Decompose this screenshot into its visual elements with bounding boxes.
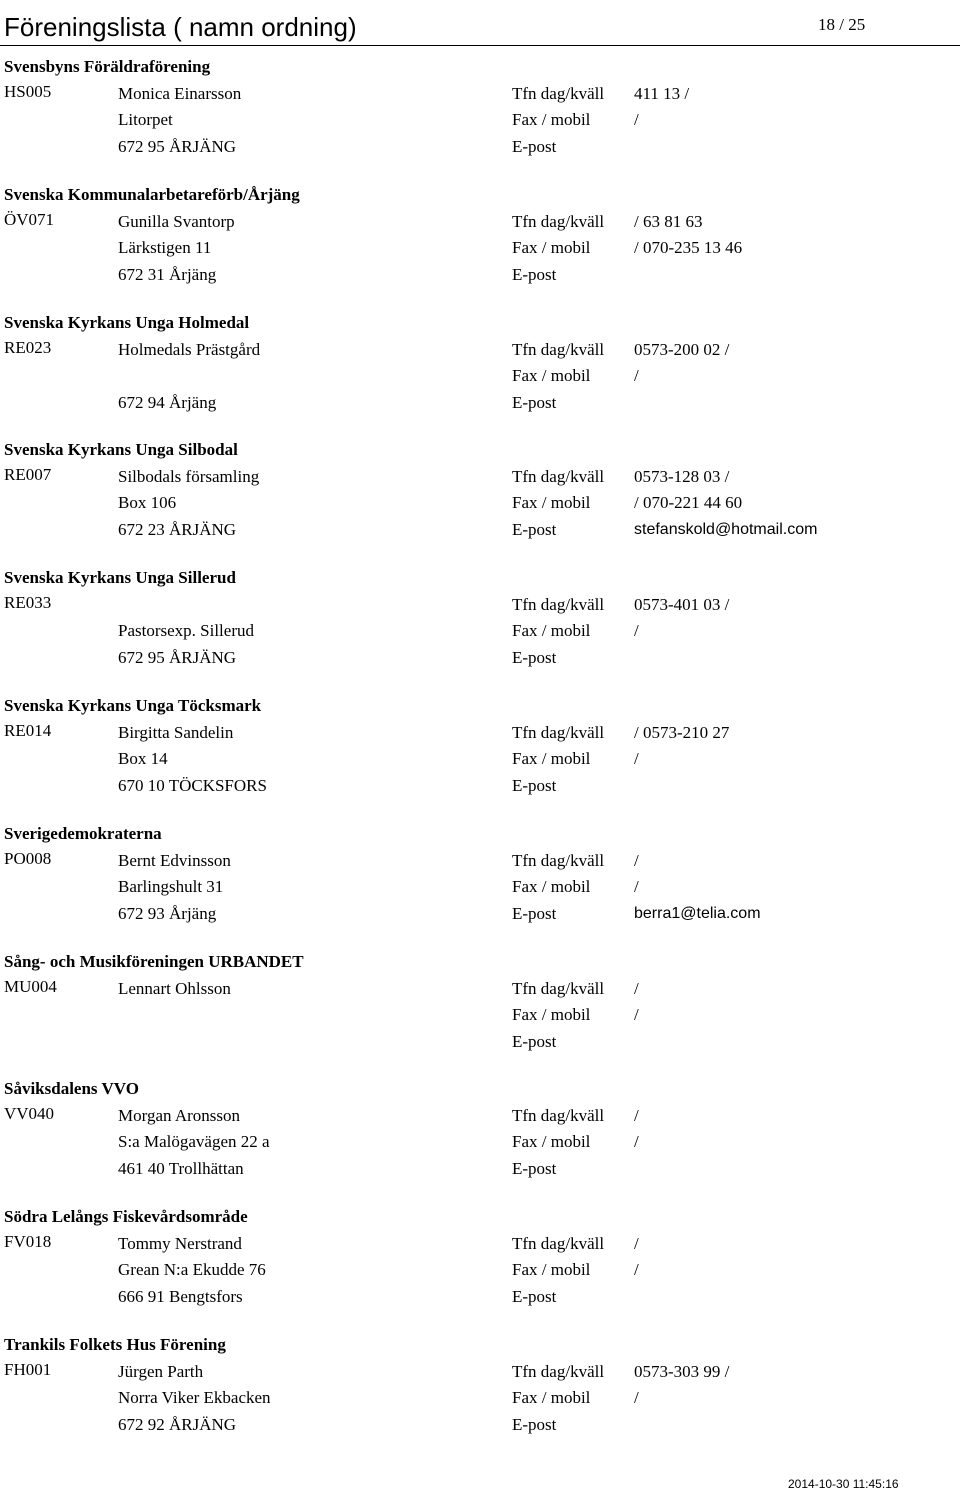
email-label: E-post <box>512 264 557 284</box>
association-code: ÖV071 <box>4 209 55 229</box>
email-label: E-post <box>512 520 557 540</box>
fax-mobile-label: Fax / mobil <box>512 1260 591 1280</box>
phone-value: 0573-200 02 / <box>634 339 730 359</box>
fax-mobile-value: / <box>634 365 639 385</box>
association-name: Såviksdalens VVO <box>4 1079 139 1099</box>
association-code: RE007 <box>4 465 52 485</box>
phone-label: Tfn dag/kväll <box>512 1362 605 1381</box>
address-line-3: 672 95 ÅRJÄNG <box>118 137 237 156</box>
address-line-3: 672 93 Årjäng <box>118 903 217 923</box>
fax-mobile-value: / <box>634 1132 639 1152</box>
association-entry <box>0 823 960 943</box>
fax-mobile-value: / <box>634 110 639 129</box>
fax-mobile-label: Fax / mobil <box>512 1132 591 1152</box>
address-line-2: Box 106 <box>118 493 177 513</box>
email-label: E-post <box>512 648 557 668</box>
association-name: Sverigedemokraterna <box>4 823 162 843</box>
association-name: Svenska Kyrkans Unga Silbodal <box>4 440 238 460</box>
fax-mobile-value: / 070-221 44 60 <box>634 493 743 513</box>
address-line-3: 672 94 Årjäng <box>118 392 217 412</box>
association-name: Svenska Kyrkans Unga Sillerud <box>4 568 236 588</box>
association-code: RE033 <box>4 593 52 613</box>
address-line-3: 672 23 ÅRJÄNG <box>118 520 237 540</box>
email-value: stefanskold@hotmail.com <box>634 521 818 539</box>
association-code: MU004 <box>4 976 57 996</box>
association-entry <box>0 312 960 432</box>
fax-mobile-label: Fax / mobil <box>512 365 591 385</box>
print-timestamp: 2014-10-30 11:45:16 <box>788 1477 899 1491</box>
email-label: E-post <box>512 903 557 923</box>
association-name: Sång- och Musikföreningen URBANDET <box>4 951 304 971</box>
address-line-3: 672 92 ÅRJÄNG <box>118 1415 237 1434</box>
header-divider <box>0 45 960 46</box>
association-entry <box>0 1334 960 1454</box>
address-line-3: 461 40 Trollhättan <box>118 1159 244 1179</box>
address-line-2: Barlingshult 31 <box>118 876 224 896</box>
association-name: Svensbyns Föräldraförening <box>4 57 211 76</box>
fax-mobile-value: / <box>634 1388 639 1407</box>
address-line-1: Lennart Ohlsson <box>118 978 231 998</box>
email-label: E-post <box>512 1159 557 1179</box>
association-entry <box>0 695 960 815</box>
association-entry <box>0 56 960 176</box>
fax-mobile-label: Fax / mobil <box>512 621 591 641</box>
email-label: E-post <box>512 137 557 156</box>
phone-label: Tfn dag/kväll <box>512 467 605 487</box>
phone-value: / <box>634 850 639 870</box>
email-label: E-post <box>512 1287 557 1307</box>
association-name: Svenska Kyrkans Unga Holmedal <box>4 312 250 332</box>
association-name: Södra Lelångs Fiskevårdsområde <box>4 1207 248 1227</box>
association-name: Trankils Folkets Hus Förening <box>4 1335 226 1354</box>
phone-label: Tfn dag/kväll <box>512 850 605 870</box>
phone-value: 411 13 / <box>634 84 690 103</box>
fax-mobile-value: / <box>634 876 639 896</box>
fax-mobile-value: / <box>634 749 639 768</box>
association-code: RE014 <box>4 721 52 740</box>
phone-label: Tfn dag/kväll <box>512 339 605 359</box>
fax-mobile-label: Fax / mobil <box>512 1004 591 1024</box>
address-line-2: S:a Malögavägen 22 a <box>118 1132 270 1152</box>
phone-value: 0573-401 03 / <box>634 595 730 615</box>
phone-value: / <box>634 978 639 998</box>
address-line-2: Norra Viker Ekbacken <box>118 1388 271 1407</box>
address-line-3: 672 95 ÅRJÄNG <box>118 648 237 668</box>
address-line-2: Litorpet <box>118 110 173 129</box>
association-entry <box>0 439 960 559</box>
address-line-2: Grean N:a Ekudde 76 <box>118 1260 266 1280</box>
address-line-3: 666 91 Bengtsfors <box>118 1287 243 1307</box>
association-code: RE023 <box>4 337 52 357</box>
fax-mobile-value: / <box>634 621 639 641</box>
fax-mobile-label: Fax / mobil <box>512 749 591 768</box>
association-entry <box>0 567 960 687</box>
phone-value: / 0573-210 27 <box>634 723 730 742</box>
phone-label: Tfn dag/kväll <box>512 595 605 615</box>
association-entry <box>0 1078 960 1198</box>
address-line-1: Monica Einarsson <box>118 84 242 103</box>
address-line-1: Birgitta Sandelin <box>118 723 234 742</box>
phone-label: Tfn dag/kväll <box>512 723 605 742</box>
address-line-2: Pastorsexp. Sillerud <box>118 621 254 641</box>
association-entry <box>0 1206 960 1326</box>
association-code: HS005 <box>4 82 52 101</box>
phone-label: Tfn dag/kväll <box>512 211 605 231</box>
phone-value: 0573-303 99 / <box>634 1362 730 1381</box>
phone-value: 0573-128 03 / <box>634 467 730 487</box>
phone-label: Tfn dag/kväll <box>512 978 605 998</box>
association-name: Svenska Kommunalarbetareförb/Årjäng <box>4 184 300 204</box>
address-line-2: Lärkstigen 11 <box>118 237 212 257</box>
fax-mobile-label: Fax / mobil <box>512 876 591 896</box>
phone-value: / <box>634 1106 639 1126</box>
fax-mobile-value: / 070-235 13 46 <box>634 237 743 257</box>
phone-label: Tfn dag/kväll <box>512 84 605 103</box>
fax-mobile-label: Fax / mobil <box>512 237 591 257</box>
association-name: Svenska Kyrkans Unga Töcksmark <box>4 696 262 715</box>
phone-label: Tfn dag/kväll <box>512 1106 605 1126</box>
association-code: PO008 <box>4 848 52 868</box>
email-label: E-post <box>512 1031 557 1051</box>
fax-mobile-label: Fax / mobil <box>512 110 591 129</box>
address-line-1: Tommy Nerstrand <box>118 1234 242 1254</box>
address-line-1: Gunilla Svantorp <box>118 211 235 231</box>
email-label: E-post <box>512 392 557 412</box>
email-label: E-post <box>512 776 557 795</box>
page-number: 18 / 25 <box>818 15 866 34</box>
association-code: FV018 <box>4 1232 52 1252</box>
email-label: E-post <box>512 1415 557 1434</box>
fax-mobile-label: Fax / mobil <box>512 493 591 513</box>
email-value: berra1@telia.com <box>634 904 761 922</box>
fax-mobile-value: / <box>634 1004 639 1024</box>
address-line-1: Jürgen Parth <box>118 1362 204 1381</box>
association-code: VV040 <box>4 1104 55 1124</box>
association-entry <box>0 184 960 304</box>
page-title: Föreningslista ( namn ordning) <box>4 12 357 42</box>
phone-value: / <box>634 1234 639 1254</box>
fax-mobile-value: / <box>634 1260 639 1280</box>
phone-label: Tfn dag/kväll <box>512 1234 605 1254</box>
fax-mobile-label: Fax / mobil <box>512 1388 591 1407</box>
address-line-1: Morgan Aronsson <box>118 1106 240 1126</box>
address-line-2: Box 14 <box>118 749 168 768</box>
address-line-1: Bernt Edvinsson <box>118 850 231 870</box>
phone-value: / 63 81 63 <box>634 211 703 231</box>
address-line-1: Holmedals Prästgård <box>118 339 261 359</box>
association-code: FH001 <box>4 1360 52 1379</box>
association-entry <box>0 951 960 1071</box>
address-line-1: Silbodals församling <box>118 467 260 487</box>
address-line-3: 672 31 Årjäng <box>118 264 217 284</box>
address-line-3: 670 10 TÖCKSFORS <box>118 776 267 795</box>
